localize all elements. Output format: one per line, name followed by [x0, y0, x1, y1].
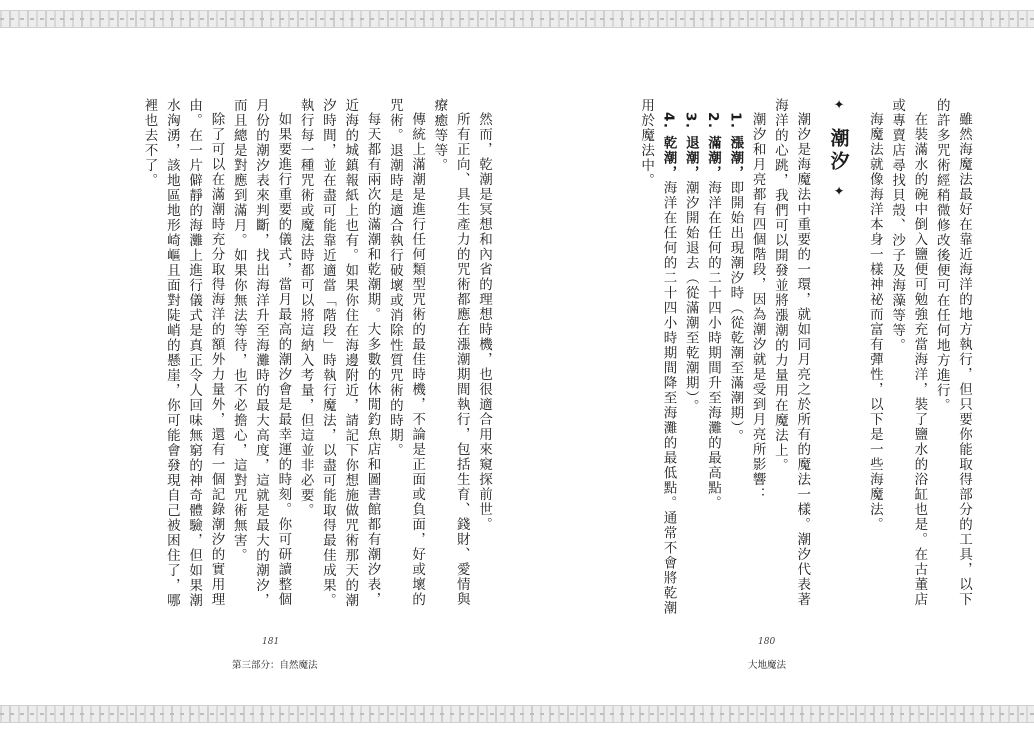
list-item [724, 98, 746, 618]
section-heading [827, 98, 849, 618]
paragraph: 傳統上滿潮是進行任何類型咒術的最佳時機，不論是正面或負面，好或壞的咒術。退潮時是適合執行破壞或消除性質咒術的時期。 [386, 98, 426, 607]
paragraph: 如果要進行重要的儀式，當月最高的潮汐會是最幸運的時刻。你可研讀整個月份的潮汐表來判斷，找出海洋升至海灘時的最大高度，這就是最大的潮汐，而且總是對應到滿月。如果你無法等待，也不必擔心，這對咒術無害。 [230, 98, 292, 608]
diamond-icon: ✦ [831, 184, 847, 204]
list-item-text: 海洋在任何的二十四小時期間降至海灘的最低點。通常不會將乾潮用於魔法中。 [638, 98, 677, 616]
list-item-label: 2. 滿潮， [705, 111, 722, 181]
running-head-left: 第三部分：自然魔法 [232, 660, 318, 671]
list-item [679, 98, 701, 618]
paragraph: 海魔法就像海洋本身一樣神祕而富有彈性，以下是一些海魔法。 [866, 111, 883, 532]
page-number-right: 180 [758, 637, 776, 647]
top-decorative-border [0, 10, 1034, 28]
paragraph: 潮汐和月亮都有四個階段，因為潮汐就是受到月亮所影響： [749, 111, 766, 502]
section-heading-text: 潮汐 [827, 127, 850, 174]
right-page-body [555, 98, 975, 618]
paragraph: 除了可以在滿潮時充分取得海洋的額外力量外，還有一個記錄潮汐的實用理由。在一片僻靜的海灘上進行儀式是真正令人回味無窮的神奇體驗，但如果潮水洶湧，該地區地形崎嶇且面對陡峭的懸崖，你可能會發現自己被困住了，哪裡也去不了。 [141, 98, 225, 608]
paragraph: 潮汐是海魔法中重要的一環，就如同月亮之於所有的魔法一樣。潮汐代表著海洋的心跳，我們可以開發並將漲潮的力量用在魔法上。 [771, 98, 811, 607]
list-item-text: 即開始出現潮汐時（從乾潮至滿潮期）。 [727, 180, 744, 444]
paragraph: 每天都有兩次的滿潮和乾潮期。大多數的休閒釣魚店和圖書館都有潮汐表，近海的城鎮報紙上也有。如果你住在海邊附近，請記下你想施做咒術那天的潮汐時間，並在盡可能靠近適當「階段」時執行魔法，以盡可能取得最佳成果。執行每一種咒術或魔法時都可以將這納入考量，但這並非必要。 [297, 98, 381, 608]
paragraph: 在裝滿水的碗中倒入鹽便可勉強充當海洋，裝了鹽水的浴缸也是。在古董店或專賣店尋找貝殼、沙子及海藻等等。 [889, 98, 928, 607]
list-item [702, 98, 724, 618]
list-item-text: 海洋在任何的二十四小時期間升至海灘的最高點。 [705, 180, 722, 511]
paragraph: 所有正向、具生產力的咒術都應在漲潮期間執行，包括生育、錢財、愛情與療癒等等。 [431, 98, 470, 607]
paragraph: 雖然海魔法最好在靠近海洋的地方執行，但只要你能取得部分的工具，以下的許多咒術經稍微修改後便可在任何地方進行。 [933, 98, 972, 607]
page-number-left: 181 [262, 637, 280, 647]
bottom-decorative-border [0, 705, 1034, 723]
list-item [635, 98, 680, 618]
list-item-text: 潮汐開始退去（從滿潮至乾潮期）。 [682, 180, 699, 414]
paragraph: 然而，乾潮是冥想和內省的理想時機，也很適合用來窺探前世。 [476, 111, 492, 532]
running-head-right: 大地魔法 [748, 660, 787, 671]
list-item-label: 3. 退潮， [682, 111, 699, 181]
list-item-label: 1. 漲潮， [727, 111, 744, 181]
list-item-label: 4. 乾潮， [660, 111, 677, 181]
diamond-icon: ✦ [831, 98, 847, 117]
left-page-body [55, 98, 495, 618]
